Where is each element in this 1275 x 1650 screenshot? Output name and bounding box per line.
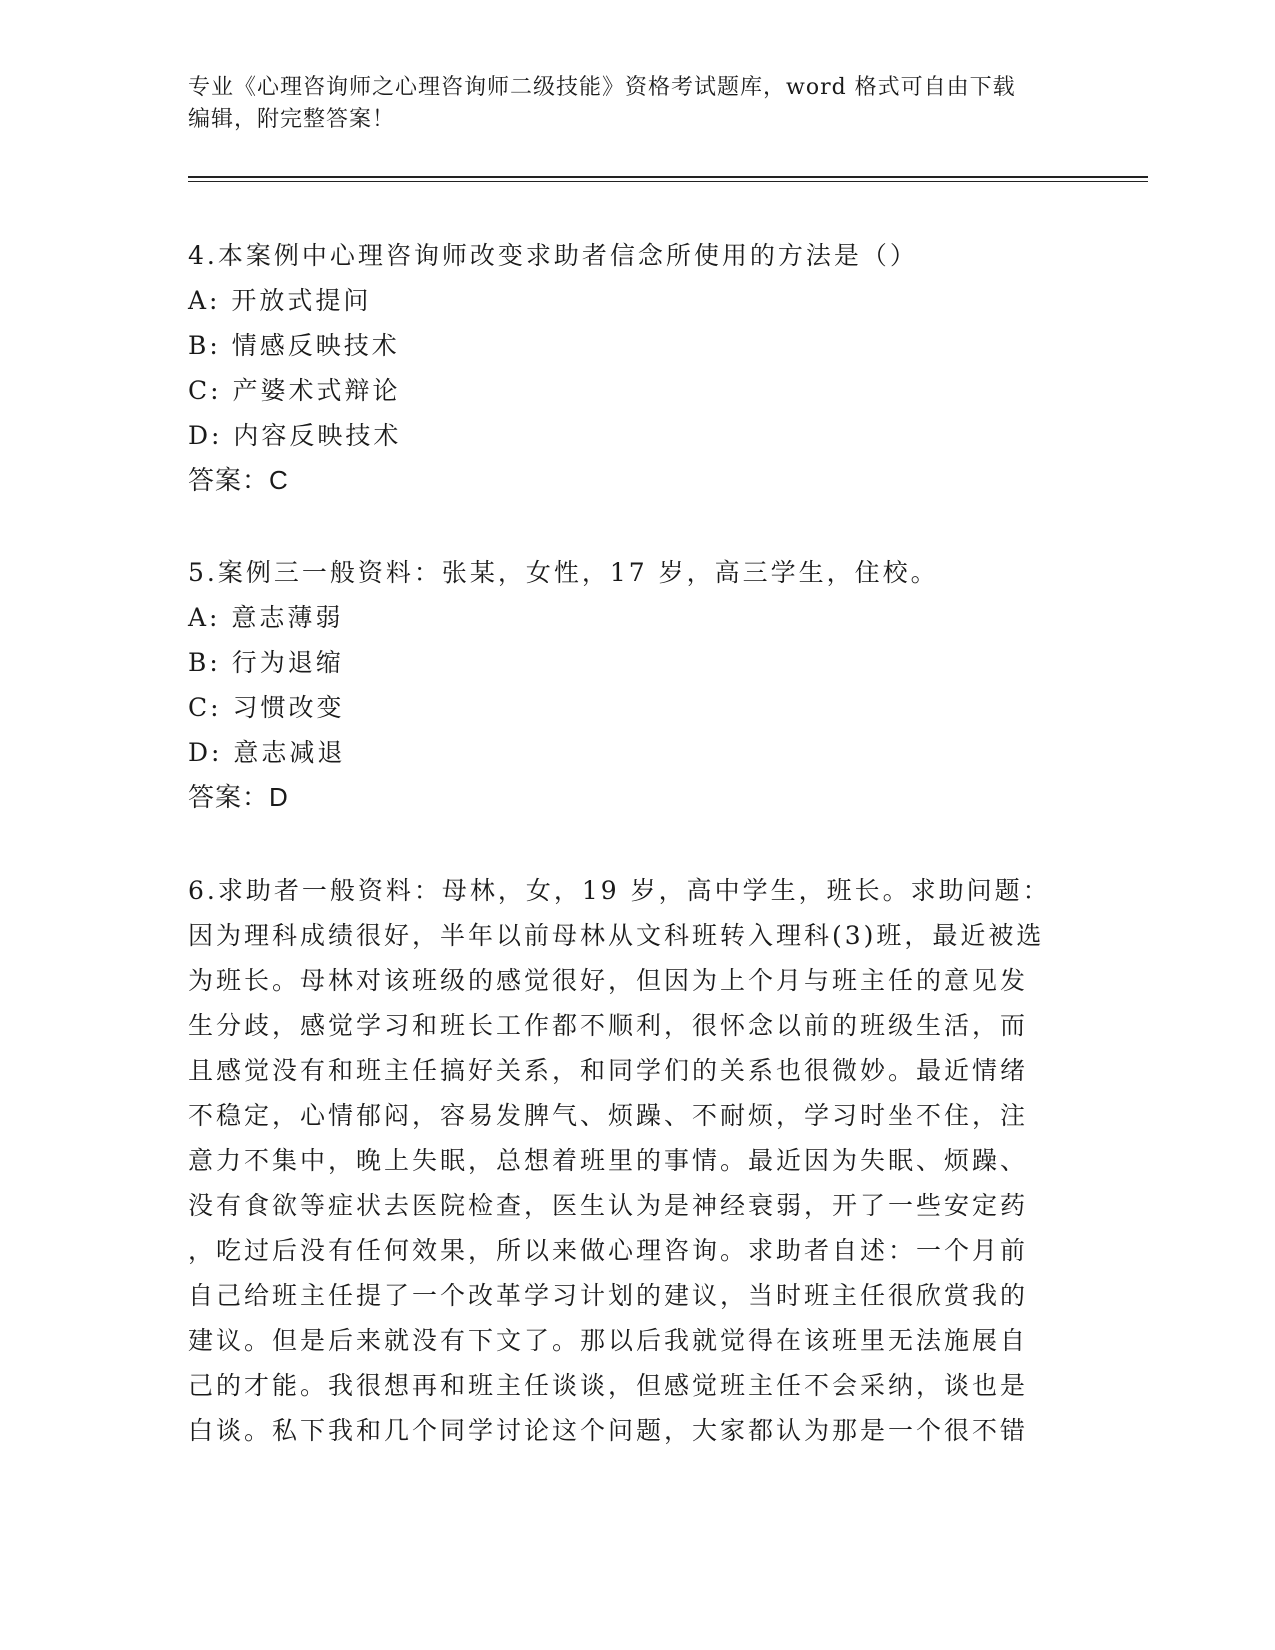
stem-line: 且感觉没有和班主任搞好关系，和同学们的关系也很微妙。最近情绪: [188, 1056, 1029, 1085]
header-divider-thick: [188, 176, 1148, 178]
stem-line: 自己给班主任提了一个改革学习计划的建议，当时班主任很欣赏我的: [188, 1281, 1029, 1310]
answer-line: 答案：C: [188, 465, 289, 495]
question-stem: 4.本案例中心理咨询师改变求助者信念所使用的方法是（）: [188, 241, 918, 270]
stem-line: 己的才能。我很想再和班主任谈谈，但感觉班主任不会采纳，谈也是: [188, 1371, 1029, 1400]
stem-line: 建议。但是后来就没有下文了。那以后我就觉得在该班里无法施展自: [188, 1326, 1029, 1355]
option-a: A: 开放式提问: [188, 286, 372, 315]
stem-line: 没有食欲等症状去医院检查，医生认为是神经衰弱，开了一些安定药: [188, 1191, 1029, 1220]
stem-line: 生分歧，感觉学习和班长工作都不顺利，很怀念以前的班级生活，而: [188, 1011, 1029, 1040]
question-6: [188, 868, 1068, 1453]
header-line-2: 编辑，附完整答案！: [188, 107, 396, 132]
question-stem: 5.案例三一般资料：张某，女性，17 岁，高三学生，住校。: [188, 558, 939, 587]
option-b: B: 行为退缩: [188, 648, 344, 677]
question-4: [188, 233, 1068, 503]
option-a: A: 意志薄弱: [188, 603, 344, 632]
stem-line: 6.求助者一般资料：母林，女，19 岁，高中学生，班长。求助问题：: [188, 876, 1051, 905]
document-header: [188, 72, 1068, 136]
stem-line: 不稳定，心情郁闷，容易发脾气、烦躁、不耐烦，学习时坐不住，注: [188, 1101, 1029, 1130]
stem-line: ，吃过后没有任何效果，所以来做心理咨询。求助者自述：一个月前: [188, 1236, 1029, 1265]
option-b: B: 情感反映技术: [188, 331, 400, 360]
stem-line: 意力不集中，晚上失眠，总想着班里的事情。最近因为失眠、烦躁、: [188, 1146, 1029, 1175]
stem-line: 为班长。母林对该班级的感觉很好，但因为上个月与班主任的意见发: [188, 966, 1029, 995]
option-c: C: 产婆术式辩论: [188, 376, 401, 405]
option-d: D: 意志减退: [188, 738, 346, 767]
question-5: [188, 550, 1068, 820]
option-d: D: 内容反映技术: [188, 421, 402, 450]
header-divider-thin: [188, 181, 1148, 182]
answer-line: 答案：D: [188, 782, 289, 812]
option-c: C: 习惯改变: [188, 693, 345, 722]
header-line-1: 专业《心理咨询师之心理咨询师二级技能》资格考试题库，word 格式可自由下载: [188, 75, 1016, 100]
stem-line: 白谈。私下我和几个同学讨论这个问题，大家都认为那是一个很不错: [188, 1416, 1029, 1445]
stem-line: 因为理科成绩很好，半年以前母林从文科班转入理科(3)班，最近被选: [188, 921, 1045, 950]
